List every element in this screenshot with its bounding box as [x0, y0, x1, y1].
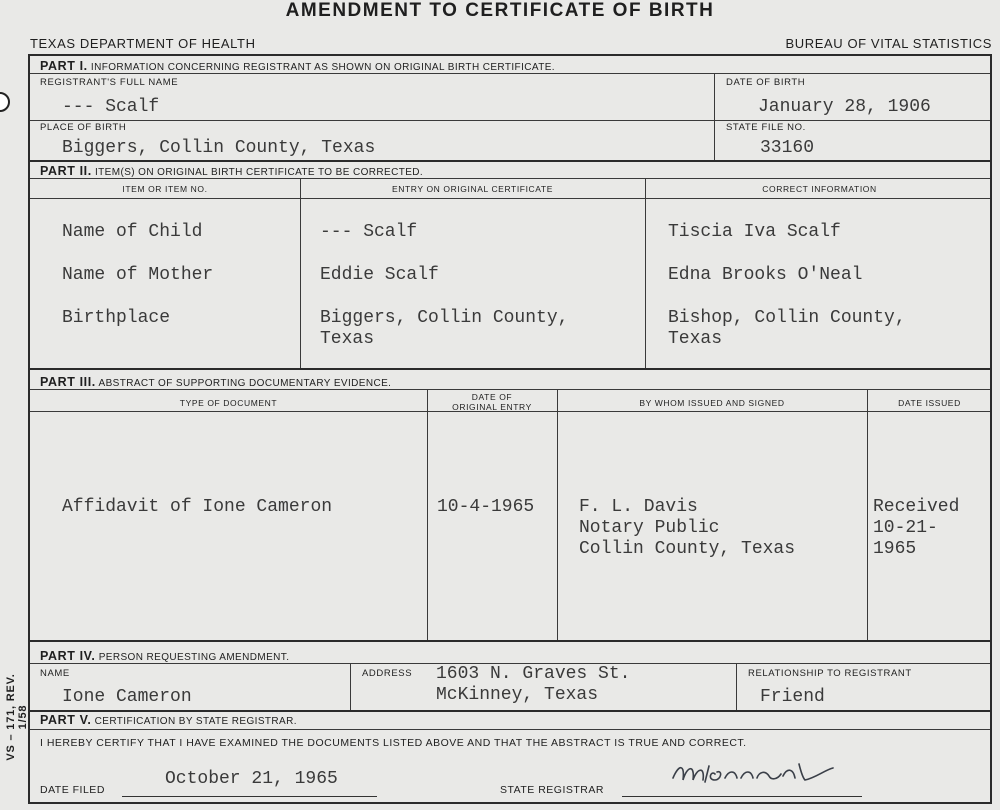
department-name: TEXAS DEPARTMENT OF HEALTH — [30, 36, 256, 51]
document-title: AMENDMENT TO CERTIFICATE OF BIRTH — [285, 0, 715, 21]
registrant-name-value: --- Scalf — [62, 97, 160, 117]
part4-heading: PART IV. PERSON REQUESTING AMENDMENT. — [40, 649, 290, 663]
col-correct: CORRECT INFORMATION — [762, 184, 877, 194]
doc-date-issued-value: Received 10-21- 1965 — [873, 497, 960, 559]
col-issued-by: BY WHOM ISSUED AND SIGNED — [639, 398, 785, 408]
original-row-3: Biggers, Collin County, Texas — [320, 308, 569, 349]
state-file-label: STATE FILE NO. — [726, 122, 806, 133]
part3-heading: PART III. ABSTRACT OF SUPPORTING DOCUMENTARY EVIDENCE. — [40, 375, 392, 389]
item-row-2: Name of Mother — [62, 265, 214, 285]
relationship-value: Friend — [760, 687, 825, 707]
requester-address-label: ADDRESS — [362, 668, 413, 679]
pob-label: PLACE OF BIRTH — [40, 122, 127, 133]
certification-statement: I HEREBY CERTIFY THAT I HAVE EXAMINED THE DOCUMENTS LISTED ABOVE AND THAT THE ABSTRACT IS TRUE AND CORRECT. — [40, 737, 747, 749]
col-item: ITEM OR ITEM NO. — [122, 184, 208, 194]
original-row-2: Eddie Scalf — [320, 265, 439, 285]
correct-row-3: Bishop, Collin County, Texas — [668, 308, 906, 349]
dob-value: January 28, 1906 — [758, 97, 931, 117]
item-row-3: Birthplace — [62, 308, 171, 328]
requester-address-value: 1603 N. Graves St. McKinney, Texas — [436, 664, 631, 705]
requester-name-value: Ione Cameron — [62, 687, 192, 707]
dob-label: DATE OF BIRTH — [726, 77, 806, 88]
col-doc-type: TYPE OF DOCUMENT — [179, 398, 278, 408]
registrant-name-label: REGISTRANT'S FULL NAME — [40, 77, 179, 88]
col-date-original: DATE OF ORIGINAL ENTRY — [452, 392, 532, 412]
form-number: VS – 171, REV. 1/58 — [5, 673, 29, 761]
doc-type-value: Affidavit of Ione Cameron — [62, 497, 333, 517]
item-row-1: Name of Child — [62, 222, 203, 242]
relationship-label: RELATIONSHIP TO REGISTRANT — [748, 668, 912, 679]
col-date-issued: DATE ISSUED — [898, 398, 961, 408]
certificate-form — [28, 54, 992, 804]
date-filed-value: October 21, 1965 — [165, 769, 338, 789]
pob-value: Biggers, Collin County, Texas — [62, 138, 376, 158]
registrar-signature — [665, 756, 865, 796]
original-row-1: --- Scalf — [320, 222, 418, 242]
correct-row-2: Edna Brooks O'Neal — [668, 265, 863, 285]
date-filed-label: DATE FILED — [40, 784, 105, 796]
state-registrar-label: STATE REGISTRAR — [500, 784, 604, 796]
punch-hole — [0, 92, 10, 112]
bureau-name: BUREAU OF VITAL STATISTICS — [785, 36, 992, 51]
part2-heading: PART II. ITEM(S) ON ORIGINAL BIRTH CERTIFICATE TO BE CORRECTED. — [40, 164, 424, 178]
requester-name-label: NAME — [40, 668, 70, 679]
state-file-value: 33160 — [760, 138, 815, 158]
doc-date-value: 10-4-1965 — [437, 497, 535, 517]
doc-issued-by-value: F. L. Davis Notary Public Collin County, Texas — [579, 497, 796, 559]
part5-heading: PART V. CERTIFICATION BY STATE REGISTRAR. — [40, 713, 297, 727]
col-original: ENTRY ON ORIGINAL CERTIFICATE — [392, 184, 553, 194]
part1-heading: PART I. INFORMATION CONCERNING REGISTRANT AS SHOWN ON ORIGINAL BIRTH CERTIFICATE. — [40, 59, 555, 73]
correct-row-1: Tiscia Iva Scalf — [668, 222, 841, 242]
